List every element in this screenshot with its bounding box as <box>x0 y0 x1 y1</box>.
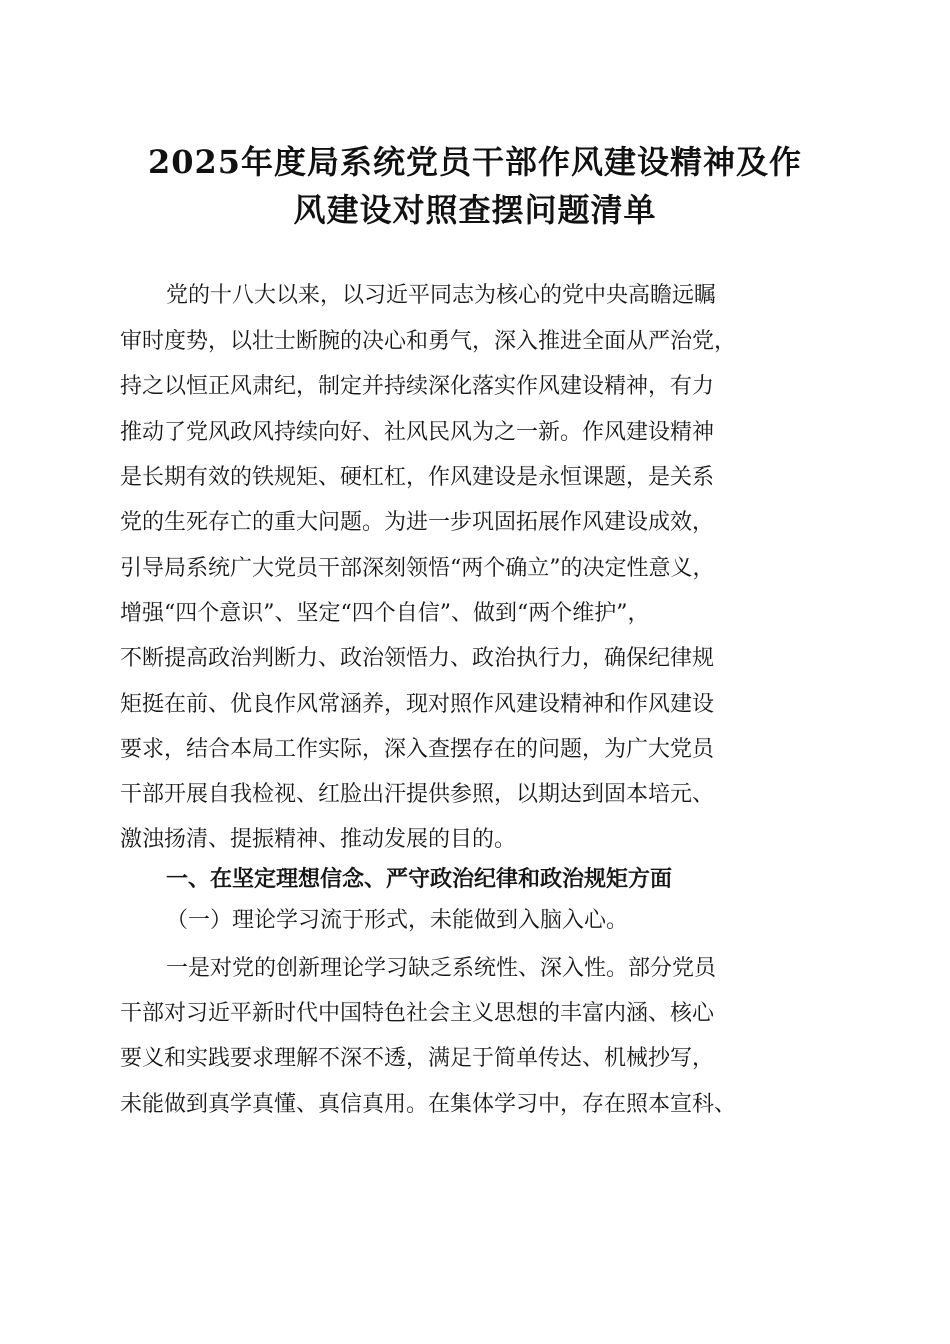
intro-line: 不断提高政治判断力、政治领悟力、政治执行力，确保纪律规 <box>120 646 715 671</box>
subsection-heading: （一）理论学习流于形式，未能做到入脑入心。 <box>166 908 629 933</box>
intro-line: 党的十八大以来，以习近平同志为核心的党中央高瞻远瞩 <box>166 283 717 308</box>
body-line: 要义和实践要求理解不深不透，满足于简单传达、机械抄写， <box>120 1046 715 1071</box>
intro-line: 激浊扬清、提振精神、推动发展的目的。 <box>120 827 517 852</box>
intro-line: 推动了党风政风持续向好、社风民风为之一新。作风建设精神 <box>120 420 715 445</box>
body-line: 干部对习近平新时代中国特色社会主义思想的丰富内涵、核心 <box>120 1001 715 1026</box>
intro-line: 持之以恒正风肃纪，制定并持续深化落实作风建设精神，有力 <box>120 374 715 399</box>
intro-line: 审时度势，以壮士断腕的决心和勇气，深入推进全面从严治党， <box>120 329 737 354</box>
document-title-line-1: 2025年度局系统党员干部作风建设精神及作 <box>147 143 803 181</box>
intro-line: 增强“四个意识”、坚定“四个自信”、做到“两个维护”， <box>120 601 650 626</box>
intro-line: 是长期有效的铁规矩、硬杠杠，作风建设是永恒课题，是关系 <box>120 465 715 490</box>
body-line: 一是对党的创新理论学习缺乏系统性、深入性。部分党员 <box>166 956 717 981</box>
intro-line: 要求，结合本局工作实际，深入查摆存在的问题，为广大党员 <box>120 737 715 762</box>
section-heading: 一、在坚定理想信念、严守政治纪律和政治规矩方面 <box>166 867 673 892</box>
document-title-line-2: 风建设对照查摆问题清单 <box>293 191 657 229</box>
intro-line: 干部开展自我检视、红脸出汗提供参照，以期达到固本培元、 <box>120 782 715 807</box>
intro-line: 引导局系统广大党员干部深刻领悟“两个确立”的决定性意义， <box>120 556 715 581</box>
body-line: 未能做到真学真懂、真信真用。在集体学习中，存在照本宣科、 <box>120 1092 737 1117</box>
intro-line: 矩挺在前、优良作风常涵养，现对照作风建设精神和作风建设 <box>120 692 715 717</box>
intro-line: 党的生死存亡的重大问题。为进一步巩固拓展作风建设成效， <box>120 510 715 535</box>
